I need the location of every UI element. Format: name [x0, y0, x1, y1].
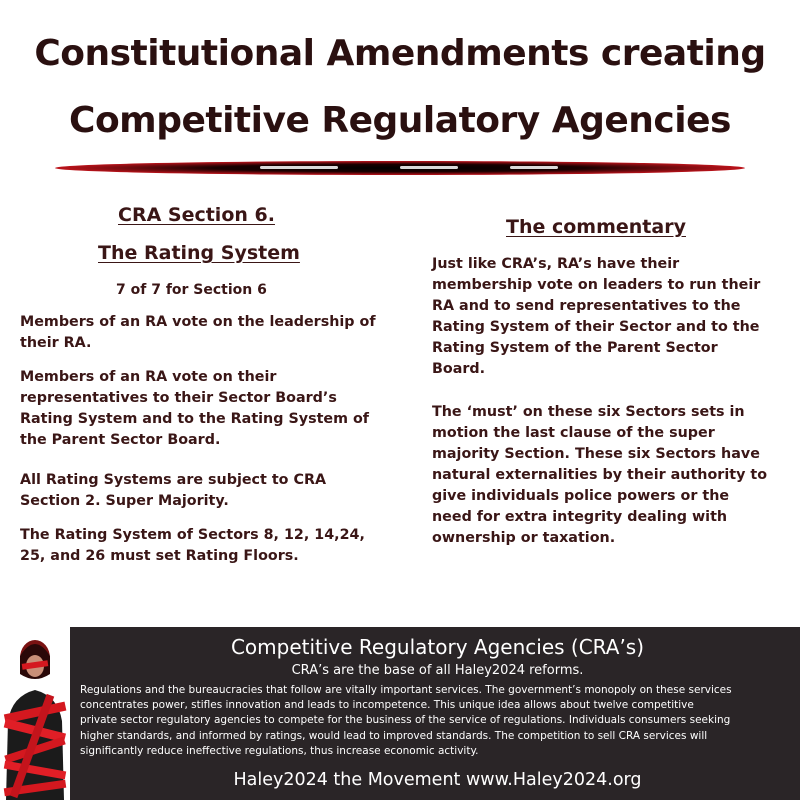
- text-line: Rating System of their Sector and to the: [432, 319, 760, 335]
- footer-subtitle: CRA’s are the base of all Haley2024 reforms.: [291, 663, 584, 678]
- text-line: natural externalities by their authority to: [432, 467, 768, 483]
- section-paragraph-1: [20, 312, 400, 354]
- divider-highlight: [510, 166, 558, 169]
- text-line: private sector regulatory agencies to compete for the business of the service of regulations. Individuals consumers seeking: [80, 714, 731, 727]
- text-line: Rating System and to the Rating System of: [20, 411, 370, 427]
- section-heading: CRA Section 6.: [118, 204, 275, 226]
- text-line: Members of an RA vote on their: [20, 369, 277, 385]
- text-line: The Rating System of Sectors 8, 12, 14,24,: [20, 527, 365, 543]
- commentary-paragraph-1: [432, 254, 792, 380]
- section-subheading: The Rating System: [98, 242, 300, 264]
- text-line: the Parent Sector Board.: [20, 432, 221, 448]
- footer-movement-link[interactable]: Haley2024 the Movement www.Haley2024.org: [233, 770, 642, 790]
- swoosh-divider: [55, 161, 745, 175]
- footer-banner: [0, 627, 800, 800]
- commentary-paragraph-2: [432, 402, 792, 549]
- text-line: motion the last clause of the super: [432, 425, 715, 441]
- commentary-heading: The commentary: [506, 216, 686, 238]
- text-line: RA and to send representatives to the: [432, 298, 741, 314]
- text-line: higher standards, and informed by ratings, would lead to improved standards. The competition to sell CRA services will: [80, 729, 708, 742]
- text-line: All Rating Systems are subject to CRA: [20, 472, 327, 488]
- text-line: Regulations and the bureaucracies that follow are vitally important services. The government’s monopoly on these services: [80, 684, 732, 696]
- text-line: representatives to their Sector Board’s: [20, 390, 337, 406]
- text-line: Section 2. Super Majority.: [20, 493, 229, 509]
- text-line: ownership or taxation.: [432, 530, 616, 546]
- page-title-line-1: Constitutional Amendments creating: [34, 33, 766, 74]
- text-line: 25, and 26 must set Rating Floors.: [20, 548, 299, 564]
- text-line: Board.: [432, 361, 486, 377]
- divider-highlight: [400, 166, 458, 169]
- text-line: membership vote on leaders to run their: [432, 277, 761, 293]
- divider-highlight: [260, 166, 338, 169]
- text-line: Just like CRA’s, RA’s have their: [432, 256, 680, 272]
- text-line: give individuals police powers or the: [432, 488, 730, 504]
- section-page-note: 7 of 7 for Section 6: [116, 282, 267, 298]
- footer-body: [80, 683, 795, 759]
- text-line: their RA.: [20, 335, 92, 351]
- text-line: significantly reduce ineffective regulations, thus increase economic activity.: [80, 744, 479, 757]
- page-title-line-2: Competitive Regulatory Agencies: [69, 100, 731, 141]
- text-line: The ‘must’ on these six Sectors sets in: [432, 404, 745, 420]
- person-bound-in-red-tape-icon: [0, 626, 70, 800]
- text-line: majority Section. These six Sectors have: [432, 446, 760, 462]
- text-line: Members of an RA vote on the leadership of: [20, 314, 376, 330]
- text-line: need for extra integrity dealing with: [432, 509, 728, 525]
- section-paragraph-4: [20, 525, 400, 567]
- text-line: Rating System of the Parent Sector: [432, 340, 718, 356]
- text-line: concentrates power, stifles innovation and leads to incompetence. This unique idea allows about twelve competitive: [80, 699, 694, 712]
- section-paragraph-2: [20, 367, 400, 451]
- section-paragraph-3: [20, 470, 400, 512]
- footer-title: Competitive Regulatory Agencies (CRA’s): [230, 635, 645, 659]
